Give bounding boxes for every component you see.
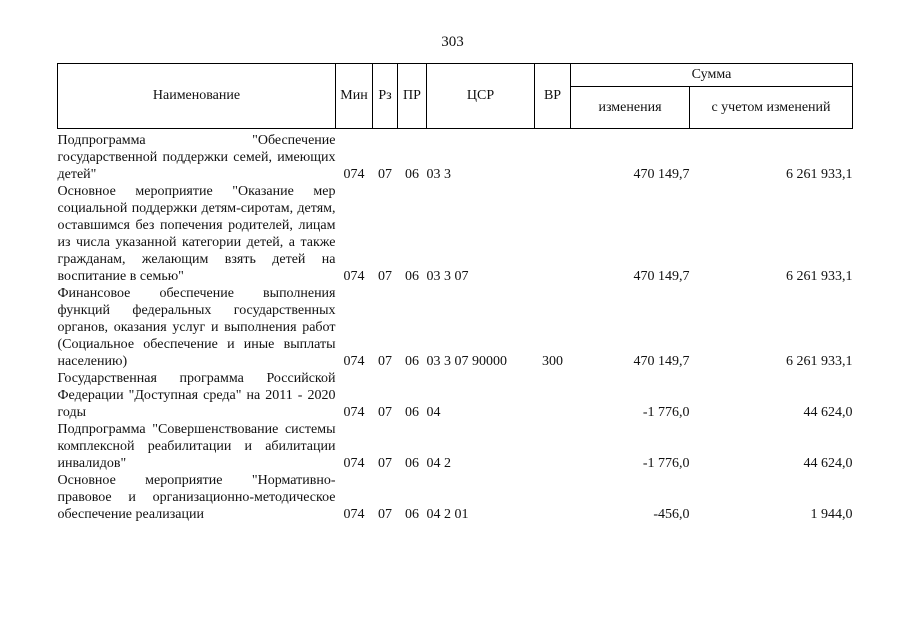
row-csr: 04 2 — [426, 456, 451, 471]
row-pr: 06 — [405, 269, 419, 284]
row-pr: 06 — [405, 507, 419, 522]
row-name: Основное мероприятие "Нормативно-правовое и организационно-методическое обеспечение реализации — [57, 473, 336, 522]
row-vr — [535, 183, 571, 285]
header-pr: ПР — [398, 64, 427, 129]
table-row — [58, 285, 853, 370]
row-total: 6 261 933,1 — [786, 167, 853, 182]
row-change: -456,0 — [653, 507, 690, 522]
row-rz: 07 — [378, 269, 392, 284]
row-total: 6 261 933,1 — [786, 354, 853, 369]
header-with-changes: с учетом изменений — [690, 87, 853, 129]
row-pr: 06 — [405, 456, 419, 471]
page-number: 303 — [441, 34, 464, 50]
row-change: 470 149,7 — [633, 269, 690, 284]
row-vr — [535, 472, 571, 523]
row-min: 074 — [343, 167, 365, 182]
row-name: Государственная программа Российской Федерации "Доступная среда" на 2011 - 2020 годы — [57, 371, 336, 420]
row-vr — [535, 421, 571, 472]
row-csr: 04 — [426, 405, 441, 420]
row-name: Финансовое обеспечение выполнения функций федеральных государственных органов, оказания услуг и выполнения работ (Социальное обеспечение и иные выплаты населению) — [57, 286, 336, 369]
row-min: 074 — [343, 456, 365, 471]
row-rz: 07 — [378, 456, 392, 471]
row-change: -1 776,0 — [642, 405, 690, 420]
row-pr: 06 — [405, 354, 419, 369]
row-csr: 03 3 — [426, 167, 451, 182]
row-min: 074 — [343, 354, 365, 369]
row-pr: 06 — [405, 167, 419, 182]
table-header — [58, 64, 853, 129]
row-rz: 07 — [378, 167, 392, 182]
table-body — [58, 129, 853, 524]
header-min: Мин — [336, 64, 373, 129]
row-total: 6 261 933,1 — [786, 269, 853, 284]
header-vr: ВР — [535, 64, 571, 129]
row-name: Подпрограмма "Обеспечение государственной поддержки семей, имеющих детей" — [57, 133, 336, 182]
row-min: 074 — [343, 507, 365, 522]
row-csr: 04 2 01 — [426, 507, 469, 522]
row-change: 470 149,7 — [633, 354, 690, 369]
row-name: Основное мероприятие "Оказание мер социальной поддержки детям-сиротам, детям, оставшимся без попечения родителей, лицам из числа указанной категории детей, а также гражданам, желающим взять детей на воспитание в семью" — [57, 184, 336, 284]
row-change: -1 776,0 — [642, 456, 690, 471]
row-csr: 03 3 07 — [426, 269, 469, 284]
row-rz: 07 — [378, 507, 392, 522]
row-csr: 03 3 07 90000 — [426, 354, 507, 369]
header-sum: Сумма — [571, 64, 853, 87]
row-name: Подпрограмма "Совершенствование системы комплексной реабилитации и абилитации инвалидов" — [57, 422, 336, 471]
header-rz: Рз — [373, 64, 398, 129]
budget-table — [57, 63, 853, 523]
table-row — [58, 472, 853, 523]
row-min: 074 — [343, 269, 365, 284]
header-change: изменения — [571, 87, 690, 129]
row-min: 074 — [343, 405, 365, 420]
row-change: 470 149,7 — [633, 167, 690, 182]
row-total: 1 944,0 — [810, 507, 853, 522]
row-pr: 06 — [405, 405, 419, 420]
header-name: Наименование — [58, 64, 336, 129]
row-vr: 300 — [542, 354, 563, 369]
header-csr: ЦСР — [427, 64, 535, 129]
row-vr — [535, 370, 571, 421]
row-total: 44 624,0 — [803, 405, 853, 420]
row-rz: 07 — [378, 405, 392, 420]
table-row — [58, 370, 853, 421]
table-row — [58, 183, 853, 285]
table-row — [58, 421, 853, 472]
row-total: 44 624,0 — [803, 456, 853, 471]
table-row — [58, 132, 853, 183]
row-vr — [535, 132, 571, 183]
row-rz: 07 — [378, 354, 392, 369]
